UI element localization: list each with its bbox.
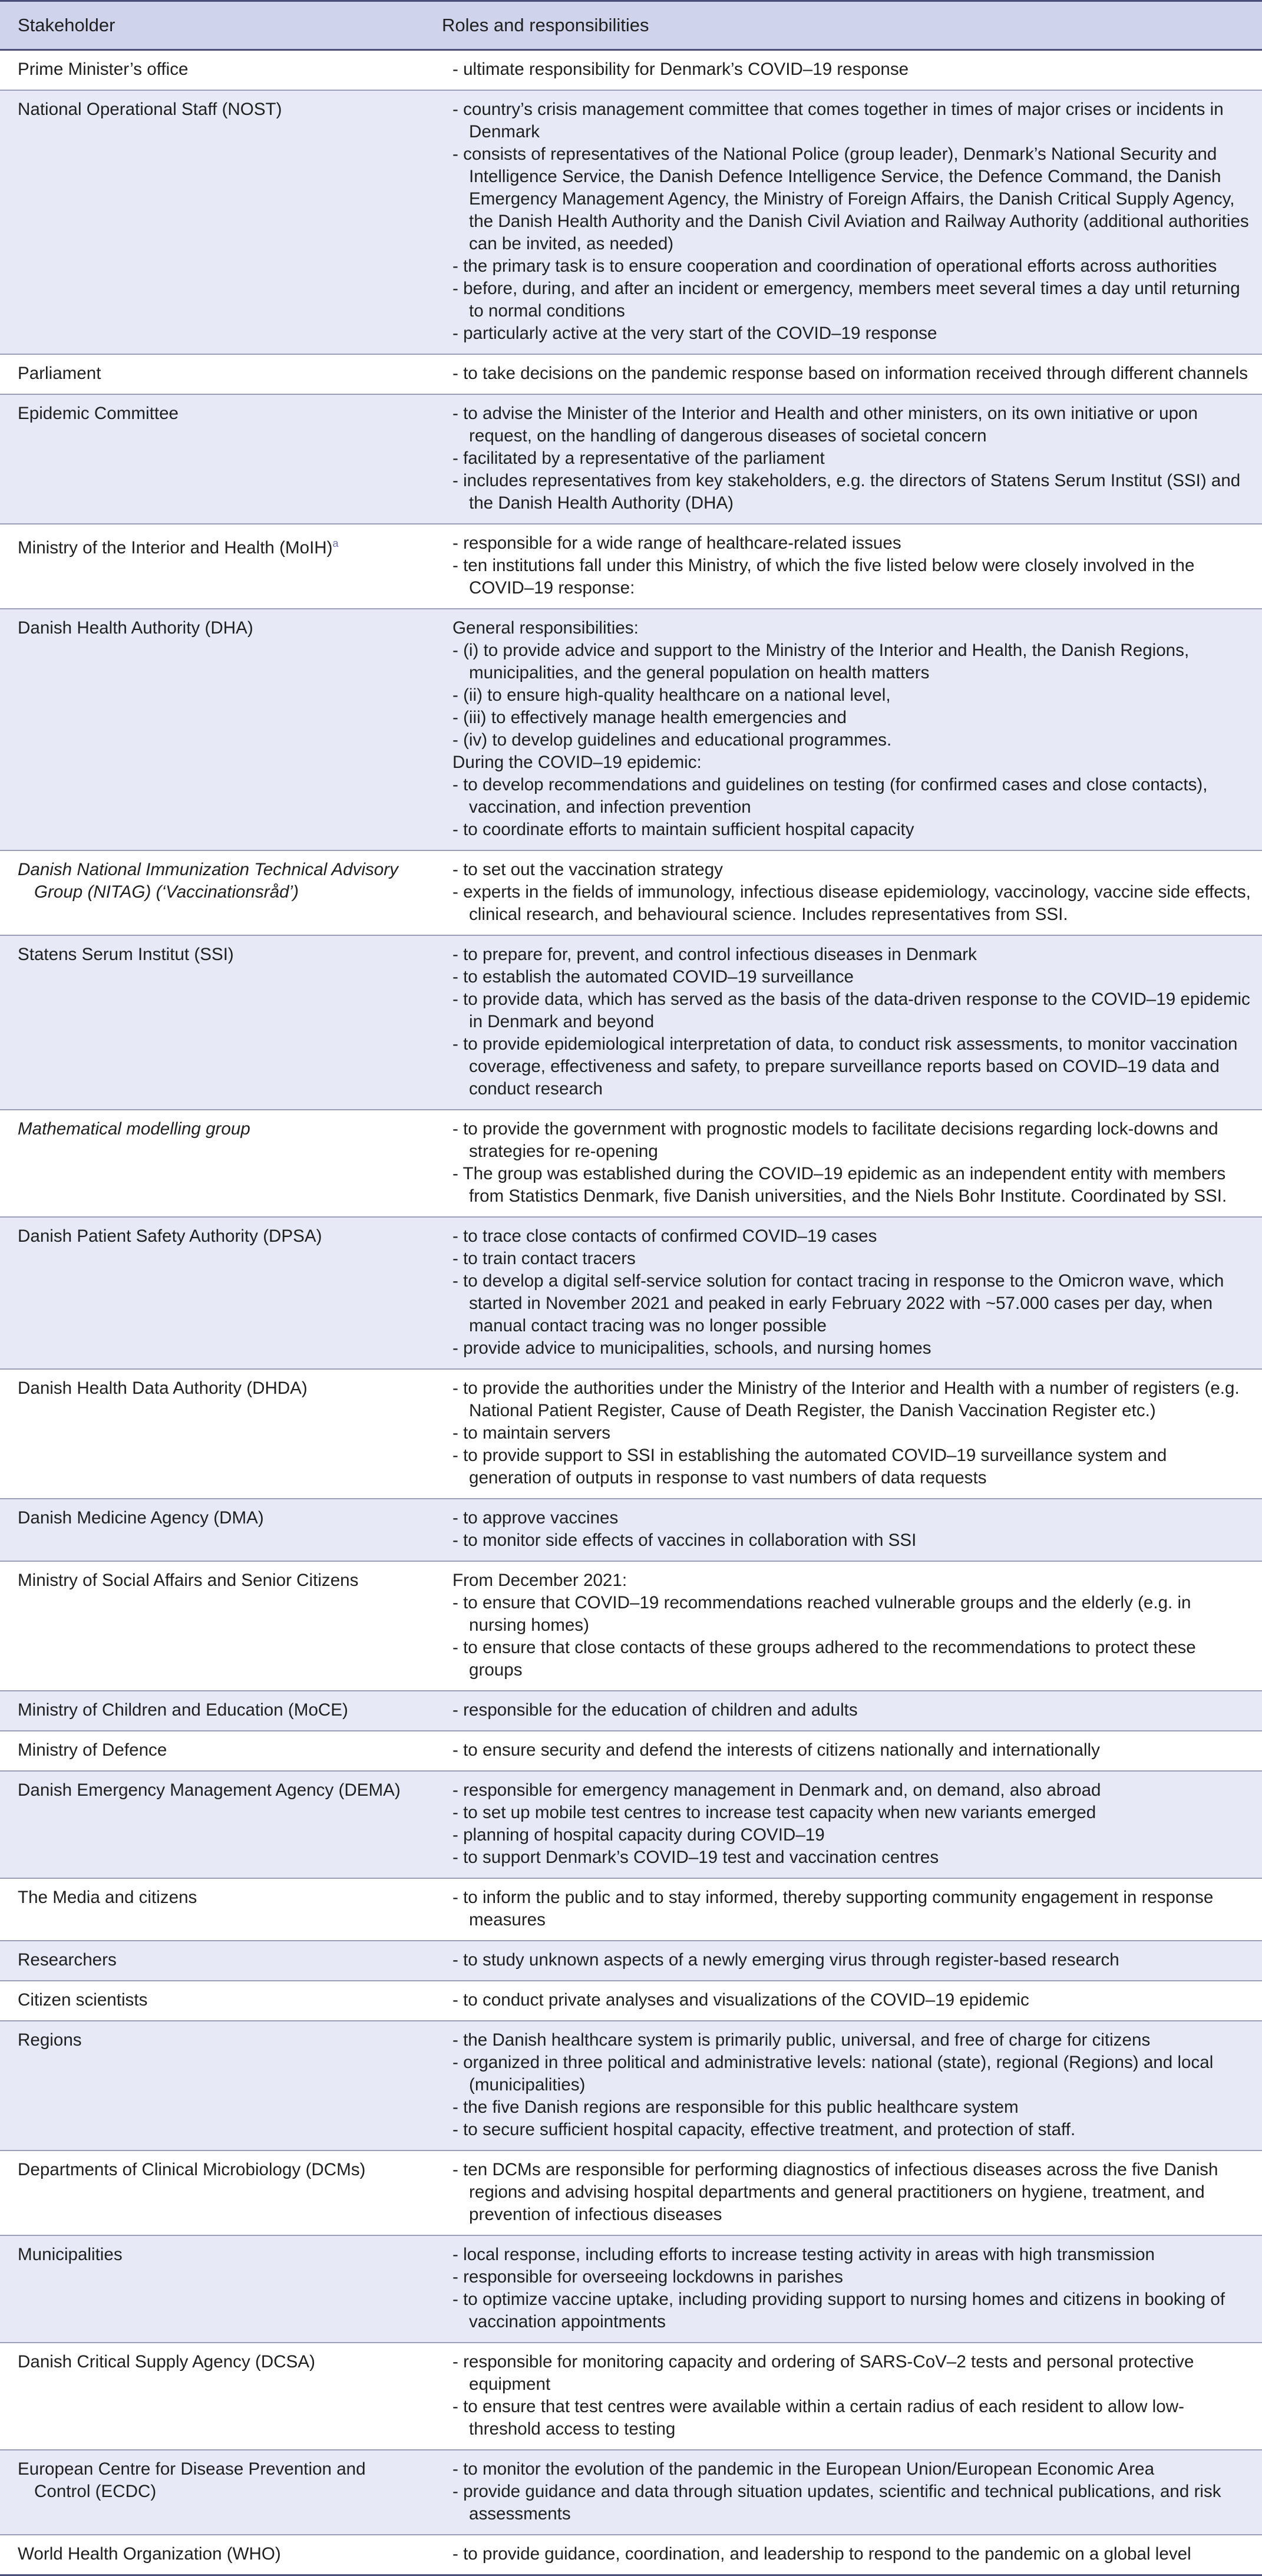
role-item — [442, 1444, 1251, 1489]
stakeholder-name: World Health Organization (WHO) — [18, 2544, 281, 2564]
roles-list — [442, 944, 1251, 1100]
table-row — [0, 2535, 1262, 2575]
table-row — [0, 1981, 1262, 2021]
roles-cell — [424, 354, 1262, 394]
roles-list — [442, 1118, 1251, 1208]
roles-cell — [424, 1499, 1262, 1561]
roles-cell — [424, 1981, 1262, 2021]
table-row — [0, 2343, 1262, 2450]
stakeholder-cell — [0, 1878, 424, 1941]
role-text: - to advise the Minister of the Interior and Health and other ministers, on its own initiative or upon request, on the handling of dangerous diseases of societal concern — [452, 404, 1198, 446]
stakeholder-cell — [0, 524, 424, 609]
roles-list — [442, 403, 1251, 514]
role-text: - to conduct private analyses and visualizations of the COVID–19 epidemic — [452, 1990, 1029, 2010]
role-item — [442, 1270, 1251, 1337]
roles-list — [442, 1569, 1251, 1681]
role-text: - includes representatives from key stakeholders, e.g. the directors of Statens Serum Institut (SSI) and the Danish Health Authority (DHA) — [452, 471, 1240, 513]
role-item — [442, 1739, 1251, 1762]
role-item — [442, 1163, 1251, 1208]
role-item — [442, 751, 1251, 774]
stakeholder-name: European Centre for Disease Prevention and Control (ECDC) — [18, 2459, 366, 2501]
role-text: - to secure sufficient hospital capacity, effective treatment, and protection of staff. — [452, 2120, 1075, 2139]
table-row — [0, 394, 1262, 524]
role-text: - (i) to provide advice and support to the Ministry of the Interior and Health, the Danish Regions, municipalities, and the general population on health matters — [452, 641, 1189, 682]
role-item — [442, 1802, 1251, 1824]
role-text: - to study unknown aspects of a newly emerging virus through register-based research — [452, 1950, 1119, 1970]
roles-list — [442, 2458, 1251, 2525]
role-text: - responsible for overseeing lockdowns in parishes — [452, 2267, 843, 2287]
role-item — [442, 707, 1251, 729]
stakeholder-cell — [0, 2535, 424, 2575]
role-text: - to support Denmark’s COVID–19 test and vaccination centres — [452, 1848, 939, 1867]
role-text: - particularly active at the very start of the COVID–19 response — [452, 324, 937, 343]
role-item — [442, 2159, 1251, 2226]
roles-cell — [424, 1217, 1262, 1369]
role-text: - the primary task is to ensure cooperation and coordination of operational efforts across authorities — [452, 256, 1217, 276]
role-item — [442, 944, 1251, 966]
roles-cell — [424, 90, 1262, 354]
role-item — [442, 143, 1251, 255]
stakeholder-name: Statens Serum Institut (SSI) — [18, 945, 234, 964]
stakeholder-cell — [0, 1941, 424, 1981]
role-item — [442, 532, 1251, 555]
role-text: - to provide the authorities under the Ministry of the Interior and Health with a number of registers (e.g. National Patient Register, Cause of Death Register, the Danish Vaccination Register etc.) — [452, 1378, 1240, 1420]
role-text: - to take decisions on the pandemic response based on information received through different channels — [452, 364, 1248, 383]
roles-cell — [424, 1941, 1262, 1981]
role-text: - experts in the fields of immunology, infectious disease epidemiology, vaccinology, vaccine side effects, clinical research, and behavioural science. Includes representatives from SSI. — [452, 882, 1251, 924]
stakeholder-cell — [0, 354, 424, 394]
stakeholder-cell — [0, 935, 424, 1110]
stakeholder-name: Danish National Immunization Technical Advisory Group (NITAG) (‘Vaccinationsråd’) — [18, 860, 398, 902]
role-text: - to provide epidemiological interpretation of data, to conduct risk assessments, to monitor vaccination coverage, effectiveness and safety, to prepare surveillance reports based on COVID–19 data and conduct research — [452, 1034, 1237, 1099]
table-row — [0, 935, 1262, 1110]
stakeholder-name: Ministry of Social Affairs and Senior Citizens — [18, 1571, 359, 1590]
role-item — [442, 859, 1251, 881]
role-item — [442, 1248, 1251, 1270]
stakeholder-cell — [0, 2343, 424, 2450]
role-item — [442, 58, 1251, 81]
role-item — [442, 2396, 1251, 2440]
stakeholder-name: Ministry of Children and Education (MoCE) — [18, 1700, 348, 1720]
table-row — [0, 1731, 1262, 1771]
role-text: - ten DCMs are responsible for performing diagnostics of infectious diseases across the five Danish regions and advising hospital departments and general practitioners on hygiene, treatment, and prevention of infectious diseases — [452, 2160, 1218, 2224]
roles-list — [442, 1377, 1251, 1489]
table-row — [0, 90, 1262, 354]
table-row — [0, 1878, 1262, 1941]
stakeholder-cell — [0, 2021, 424, 2150]
role-item — [442, 2481, 1251, 2525]
stakeholder-cell — [0, 1731, 424, 1771]
stakeholder-cell — [0, 1561, 424, 1691]
role-text: From December 2021: — [452, 1571, 627, 1590]
stakeholder-name: National Operational Staff (NOST) — [18, 100, 282, 119]
stakeholder-name: Parliament — [18, 364, 101, 383]
roles-list — [442, 98, 1251, 345]
roles-cell — [424, 1731, 1262, 1771]
role-text: - The group was established during the COVID–19 epidemic as an independent entity with members from Statistics Denmark, five Danish universities, and the Niels Bohr Institute. Coordinated by SSI. — [452, 1164, 1227, 1206]
role-text: - the five Danish regions are responsible for this public healthcare system — [452, 2097, 1019, 2117]
role-item — [442, 2288, 1251, 2333]
roles-cell — [424, 935, 1262, 1110]
role-text: - to develop recommendations and guidelines on testing (for confirmed cases and close contacts), vaccination, and infection prevention — [452, 775, 1207, 817]
role-text: - responsible for the education of children and adults — [452, 1700, 858, 1720]
role-text: - country’s crisis management committee that comes together in times of major crises or incidents in Denmark — [452, 100, 1224, 141]
role-item — [442, 684, 1251, 707]
header-row — [0, 1, 1262, 50]
role-item — [442, 1989, 1251, 2011]
role-text: - to establish the automated COVID–19 surveillance — [452, 967, 854, 987]
role-text: - ten institutions fall under this Ministry, of which the five listed below were closely involved in the COVID–19 response: — [452, 556, 1194, 598]
table-row — [0, 2450, 1262, 2535]
role-text: - provide guidance and data through situation updates, scientific and technical publications, and risk assessments — [452, 2482, 1221, 2524]
table-row — [0, 850, 1262, 935]
role-text: - (iii) to effectively manage health emergencies and — [452, 708, 847, 727]
role-text: - to provide guidance, coordination, and leadership to respond to the pandemic on a global level — [452, 2544, 1191, 2564]
roles-list — [442, 2244, 1251, 2333]
table-row — [0, 2235, 1262, 2343]
roles-cell — [424, 1878, 1262, 1941]
table-header — [0, 1, 1262, 50]
role-item — [442, 1569, 1251, 1592]
table-row — [0, 609, 1262, 850]
table-row — [0, 1771, 1262, 1878]
role-item — [442, 470, 1251, 514]
role-text: - to provide data, which has served as the basis of the data-driven response to the COVID–19 epidemic in Denmark and beyond — [452, 989, 1250, 1031]
roles-cell — [424, 609, 1262, 850]
table-row — [0, 524, 1262, 609]
role-text: - to maintain servers — [452, 1423, 610, 1443]
stakeholder-name: Departments of Clinical Microbiology (DCMs) — [18, 2160, 366, 2179]
stakeholder-cell — [0, 1771, 424, 1878]
stakeholder-name: Danish Health Data Authority (DHDA) — [18, 1378, 308, 1398]
role-text: - to monitor the evolution of the pandemic in the European Union/European Economic Area — [452, 2459, 1154, 2479]
role-text: - facilitated by a representative of the parliament — [452, 448, 825, 468]
stakeholder-cell — [0, 1499, 424, 1561]
table-row — [0, 2021, 1262, 2150]
stakeholder-name: Danish Medicine Agency (DMA) — [18, 1508, 264, 1528]
stakeholder-name: Danish Critical Supply Agency (DCSA) — [18, 2352, 315, 2371]
stakeholder-name: Ministry of the Interior and Health (MoIH)$^a$ — [18, 537, 339, 558]
stakeholder-name: Mathematical modelling group — [18, 1119, 250, 1139]
roles-cell — [424, 1369, 1262, 1499]
table-row — [0, 1691, 1262, 1731]
stakeholder-name: Prime Minister’s office — [18, 60, 189, 79]
role-item — [442, 988, 1251, 1033]
roles-cell — [424, 394, 1262, 524]
role-text: - to develop a digital self-service solution for contact tracing in response to the Omicron wave, which started in November 2021 and peaked in early February 2022 with ~57.000 cases per day, when manual contact tracing was no longer possible — [452, 1271, 1224, 1335]
role-item — [442, 774, 1251, 819]
role-item — [442, 966, 1251, 988]
stakeholder-name: Epidemic Committee — [18, 404, 179, 423]
role-item — [442, 278, 1251, 322]
role-text: - to provide support to SSI in establishing the automated COVID–19 surveillance system and generation of outputs in response to vast numbers of data requests — [452, 1446, 1167, 1487]
role-text: - to provide the government with prognostic models to facilitate decisions regarding lock-downs and strategies for re-opening — [452, 1119, 1218, 1161]
stakeholder-cell — [0, 90, 424, 354]
stakeholder-cell — [0, 50, 424, 91]
roles-cell — [424, 1771, 1262, 1878]
role-item — [442, 2096, 1251, 2119]
table-row — [0, 2150, 1262, 2235]
roles-list — [442, 1949, 1251, 1971]
table-row — [0, 1941, 1262, 1981]
role-item — [442, 1592, 1251, 1637]
role-item — [442, 2051, 1251, 2096]
role-text: - to prepare for, prevent, and control infectious diseases in Denmark — [452, 945, 977, 964]
roles-list — [442, 1739, 1251, 1762]
role-item — [442, 1507, 1251, 1529]
stakeholder-cell — [0, 1691, 424, 1731]
role-item — [442, 1949, 1251, 1971]
roles-list — [442, 1886, 1251, 1931]
stakeholder-name: Danish Health Authority (DHA) — [18, 618, 253, 638]
role-text: During the COVID–19 epidemic: — [452, 753, 702, 772]
role-text: - to inform the public and to stay informed, thereby supporting community engagement in response measures — [452, 1888, 1213, 1929]
roles-cell — [424, 1561, 1262, 1691]
header-stakeholder: Stakeholder — [0, 1, 424, 50]
role-text: - to ensure that COVID–19 recommendations reached vulnerable groups and the elderly (e.g. in nursing homes) — [452, 1593, 1191, 1635]
header-roles: Roles and responsibilities — [424, 1, 1262, 50]
table-row — [0, 1561, 1262, 1691]
role-text: - to trace close contacts of confirmed COVID–19 cases — [452, 1226, 877, 1246]
role-text: - (ii) to ensure high-quality healthcare on a national level, — [452, 685, 891, 705]
role-item — [442, 1824, 1251, 1846]
roles-cell — [424, 2021, 1262, 2150]
stakeholder-cell — [0, 2235, 424, 2343]
role-text: - to approve vaccines — [452, 1508, 618, 1528]
roles-list — [442, 1989, 1251, 2011]
roles-cell — [424, 850, 1262, 935]
stakeholder-cell — [0, 609, 424, 850]
role-item — [442, 2244, 1251, 2266]
role-item — [442, 639, 1251, 684]
roles-cell — [424, 2235, 1262, 2343]
stakeholder-cell — [0, 850, 424, 935]
roles-list — [442, 2159, 1251, 2226]
role-text: - the Danish healthcare system is primarily public, universal, and free of charge for citizens — [452, 2030, 1150, 2050]
role-item — [442, 1118, 1251, 1163]
role-text: - to optimize vaccine uptake, including providing support to nursing homes and citizens in booking of vaccination appointments — [452, 2290, 1225, 2331]
role-item — [442, 2351, 1251, 2396]
roles-list — [442, 2351, 1251, 2440]
role-text: - to set out the vaccination strategy — [452, 860, 723, 879]
stakeholder-cell — [0, 1981, 424, 2021]
footnote-marker: a — [332, 537, 339, 549]
role-text: - to set up mobile test centres to increase test capacity when new variants emerged — [452, 1803, 1096, 1822]
role-text: - local response, including efforts to increase testing activity in areas with high transmission — [452, 2245, 1155, 2264]
stakeholder-cell — [0, 2450, 424, 2535]
roles-list — [442, 362, 1251, 385]
role-item — [442, 1779, 1251, 1802]
role-text: - before, during, and after an incident or emergency, members meet several times a day until returning to normal conditions — [452, 279, 1240, 321]
table-body — [0, 50, 1262, 2575]
roles-cell — [424, 1691, 1262, 1731]
role-item — [442, 729, 1251, 751]
table-row — [0, 354, 1262, 394]
stakeholder-cell — [0, 1369, 424, 1499]
role-item — [442, 2266, 1251, 2288]
role-item — [442, 447, 1251, 470]
roles-list — [442, 2029, 1251, 2141]
table-row — [0, 1499, 1262, 1561]
roles-cell — [424, 2535, 1262, 2575]
role-item — [442, 2543, 1251, 2565]
role-text: - organized in three political and administrative levels: national (state), regional (Regions) and local (municipalities) — [452, 2053, 1213, 2095]
roles-list — [442, 532, 1251, 599]
stakeholder-name: Municipalities — [18, 2245, 123, 2264]
stakeholder-cell — [0, 1217, 424, 1369]
role-item — [442, 2458, 1251, 2481]
roles-list — [442, 617, 1251, 841]
roles-cell — [424, 2450, 1262, 2535]
roles-list — [442, 859, 1251, 926]
role-text: - provide advice to municipalities, schools, and nursing homes — [452, 1338, 931, 1358]
role-text: - to ensure that close contacts of these groups adhered to the recommendations to protect these groups — [452, 1638, 1196, 1680]
role-text: General responsibilities: — [452, 618, 639, 638]
role-item — [442, 1846, 1251, 1869]
role-item — [442, 1377, 1251, 1422]
roles-cell — [424, 524, 1262, 609]
role-item — [442, 403, 1251, 447]
stakeholder-cell — [0, 2150, 424, 2235]
role-item — [442, 819, 1251, 841]
roles-list — [442, 2543, 1251, 2565]
role-item — [442, 1886, 1251, 1931]
role-text: - to ensure that test centres were available within a certain radius of each resident to allow low-threshold access to testing — [452, 2397, 1184, 2439]
roles-list — [442, 1779, 1251, 1869]
roles-list — [442, 58, 1251, 81]
role-item — [442, 1422, 1251, 1444]
roles-cell — [424, 2343, 1262, 2450]
roles-cell — [424, 1110, 1262, 1217]
role-item — [442, 1337, 1251, 1360]
role-text: - to coordinate efforts to maintain sufficient hospital capacity — [452, 820, 914, 839]
role-item — [442, 322, 1251, 345]
role-text: - responsible for a wide range of healthcare-related issues — [452, 533, 901, 553]
role-item — [442, 1225, 1251, 1248]
table-row — [0, 1369, 1262, 1499]
role-text: - ultimate responsibility for Denmark’s COVID–19 response — [452, 60, 908, 79]
role-text: - consists of representatives of the National Police (group leader), Denmark’s National Security and Intelligence Service, the Danish Defence Intelligence Service, the Defence Command, the Danish Emergency Management Agency, the Ministry of Foreign Affairs, the Danish Critical Supply Agency, the Danish Health Authority and the Danish Civil Aviation and Railway Authority (additional authorities can be invited, as needed) — [452, 144, 1249, 253]
role-item — [442, 98, 1251, 143]
role-item — [442, 617, 1251, 639]
table-row — [0, 50, 1262, 91]
role-text: - to train contact tracers — [452, 1249, 636, 1268]
role-text: - to monitor side effects of vaccines in collaboration with SSI — [452, 1531, 916, 1550]
roles-list — [442, 1507, 1251, 1552]
stakeholder-cell — [0, 394, 424, 524]
role-item — [442, 2029, 1251, 2051]
roles-cell — [424, 50, 1262, 91]
roles-list — [442, 1225, 1251, 1360]
role-text: - planning of hospital capacity during COVID–19 — [452, 1825, 825, 1845]
role-item — [442, 1637, 1251, 1681]
role-item — [442, 1699, 1251, 1721]
table-row — [0, 1217, 1262, 1369]
stakeholder-name: The Media and citizens — [18, 1888, 197, 1907]
roles-cell — [424, 2150, 1262, 2235]
role-item — [442, 362, 1251, 385]
role-item — [442, 2119, 1251, 2141]
role-item — [442, 255, 1251, 278]
stakeholder-name: Regions — [18, 2030, 82, 2050]
role-text: - to ensure security and defend the interests of citizens nationally and internationally — [452, 1740, 1100, 1760]
role-text: - responsible for monitoring capacity and ordering of SARS-CoV–2 tests and personal protective equipment — [452, 2352, 1194, 2394]
stakeholder-name: Researchers — [18, 1950, 117, 1970]
role-item — [442, 1529, 1251, 1552]
role-item — [442, 1033, 1251, 1100]
table-row — [0, 1110, 1262, 1217]
stakeholder-name: Danish Patient Safety Authority (DPSA) — [18, 1226, 322, 1246]
role-item — [442, 881, 1251, 926]
role-text: - responsible for emergency management in Denmark and, on demand, also abroad — [452, 1780, 1101, 1800]
stakeholder-cell — [0, 1110, 424, 1217]
stakeholder-name: Citizen scientists — [18, 1990, 148, 2010]
stakeholder-name: Danish Emergency Management Agency (DEMA) — [18, 1780, 401, 1800]
role-item — [442, 555, 1251, 599]
roles-list — [442, 1699, 1251, 1721]
role-text: - (iv) to develop guidelines and educational programmes. — [452, 730, 891, 750]
stakeholder-name: Ministry of Defence — [18, 1740, 167, 1760]
